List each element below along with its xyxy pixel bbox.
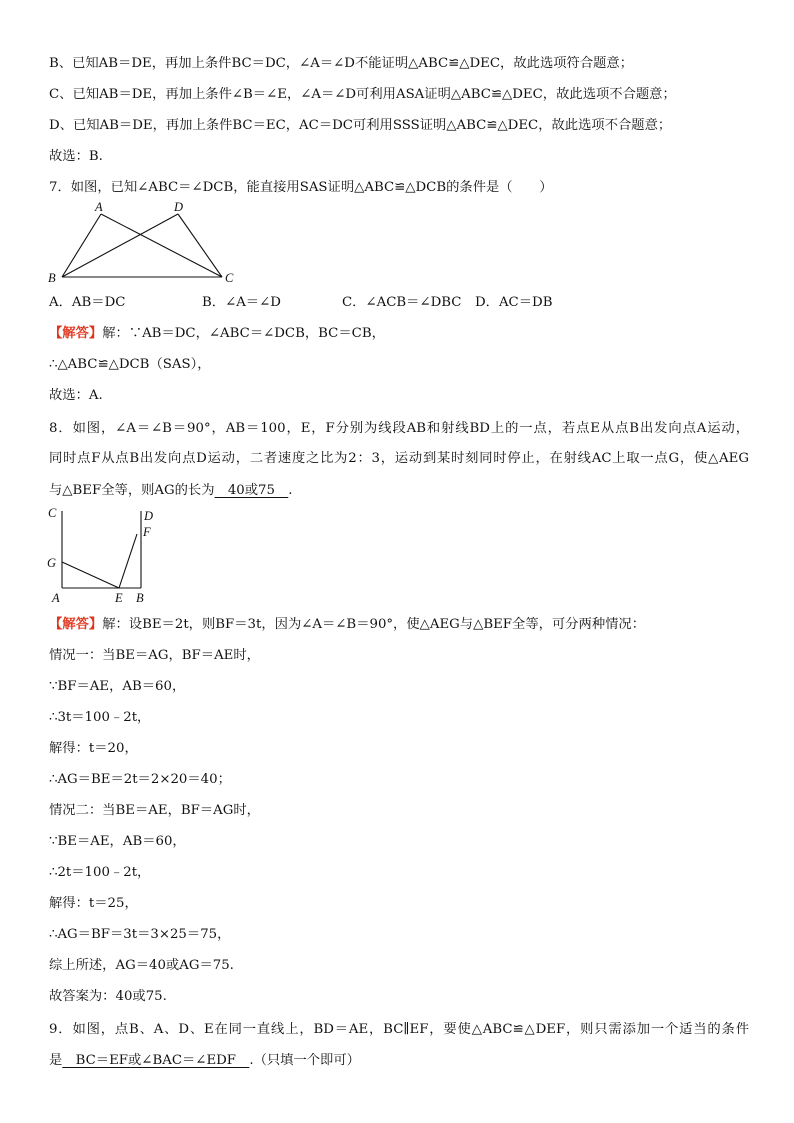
q8-answer-blank: 40或75 [214,483,289,498]
q8-figure [44,503,164,607]
q7-option-c: C．∠ACB＝∠DBC [342,295,462,310]
q7-options [49,294,552,312]
q7-answer-line-2: ∴△ABC≌△DCB（SAS）， [49,357,211,372]
q8-answer-line-2: 情况一：当BE＝AG，BF＝AE时， [49,648,260,663]
segment-dc [178,214,222,277]
q8-answer-line-13: 故答案为：40或75. [49,989,167,1004]
q7-answer-line-3: 故选：A. [49,388,103,403]
q7-answer-line-1 [49,325,385,343]
label-f: F [143,525,151,539]
q6-option-c-analysis: C、已知AB＝DE，再加上条件∠B＝∠E，∠A＝∠D可利用ASA证明△ABC≌△DEC，故此选项不合题意； [49,87,676,102]
q9-stem-suffix: .（只填一个即可） [249,1053,360,1068]
label-b: B [136,591,144,605]
q9-stem-line-2 [49,1052,360,1070]
q8-stem-line-2: 同时点F从点B出发向点D运动，二者速度之比为2：3，运动到某时刻同时停止，在射线AC上取一点G，使△AEG [49,451,749,466]
label-c: C [48,506,57,520]
q8-answer-line-6: ∴AG＝BE＝2t＝2×20＝40； [49,772,231,787]
label-a: A [95,200,103,214]
label-a: A [52,591,60,605]
q8-answer-line-3: ∵BF＝AE，AB＝60， [49,679,186,694]
label-g: G [47,556,57,570]
q7-answer-text: 解：∵AB＝DC，∠ABC＝∠DCB，BC＝CB， [102,326,385,341]
q7-option-a: A．AB＝DC [49,295,126,310]
q6-choice: 故选：B. [49,149,103,164]
q9-stem-prefix: 是 [49,1053,63,1068]
q8-answer-line-12: 综上所述，AG＝40或AG＝75. [49,958,234,973]
q7-answer-tag: 【解答】 [49,326,103,341]
q8-stem-text: 与△BEF全等，则AG的长为 [49,483,215,498]
q8-stem-end: . [288,483,293,498]
q8-answer-line-5: 解得：t＝20， [49,741,138,756]
q9-answer-blank: BC＝EF或∠BAC＝∠EDF [62,1053,250,1068]
q8-answer-line-10: 解得：t＝25， [49,896,138,911]
q8-answer-line-4: ∴3t＝100﹣2t， [49,710,151,725]
q8-answer-tag: 【解答】 [49,617,103,632]
q8-answer-line-9: ∴2t＝100﹣2t， [49,865,151,880]
q6-option-d-analysis: D、已知AB＝DE，再加上条件BC＝EC，AC＝DC可利用SSS证明△ABC≌△DEC，故此选项不合题意； [49,118,672,133]
q8-stem-line-3 [49,482,293,500]
q8-stem-line-1: 8．如图，∠A＝∠B＝90°，AB＝100，E，F分别为线段AB和射线BD上的一点，若点E从点B出发向点A运动， [49,421,749,436]
q8-answer-line-1 [49,616,645,634]
segment-ba [62,214,101,277]
label-b: B [48,271,56,285]
q8-answer-text: 解：设BE＝2t，则BF＝3t，因为∠A＝∠B＝90°，使△AEG与△BEF全等，可分两种情况： [102,617,646,632]
q8-answer-line-11: ∴AG＝BF＝3t＝3×25＝75， [49,927,231,942]
label-c: C [225,271,234,285]
label-e: E [115,591,123,605]
segment-ef [119,534,137,588]
q9-stem-line-1: 9．如图，点B、A、D、E在同一直线上，BD＝AE，BC∥EF，要使△ABC≌△DEF，则只需添加一个适当的条件 [49,1022,749,1037]
q8-answer-line-7: 情况二：当BE＝AE，BF＝AG时， [49,803,260,818]
label-d: D [174,200,184,214]
q7-figure [44,198,244,290]
q7-stem: 7．如图，已知∠ABC＝∠DCB，能直接用SAS证明△ABC≌△DCB的条件是（ ） [49,180,553,195]
segment-ge [62,562,119,588]
q7-option-d: D．AC＝DB [475,295,553,310]
q6-option-b-analysis: B、已知AB＝DE，再加上条件BC＝DC，∠A＝∠D不能证明△ABC≌△DEC，故此选项符合题意； [49,56,634,71]
label-d: D [144,509,154,523]
q7-option-b: B．∠A＝∠D [202,295,281,310]
q8-answer-line-8: ∵BE＝AE，AB＝60， [49,834,186,849]
